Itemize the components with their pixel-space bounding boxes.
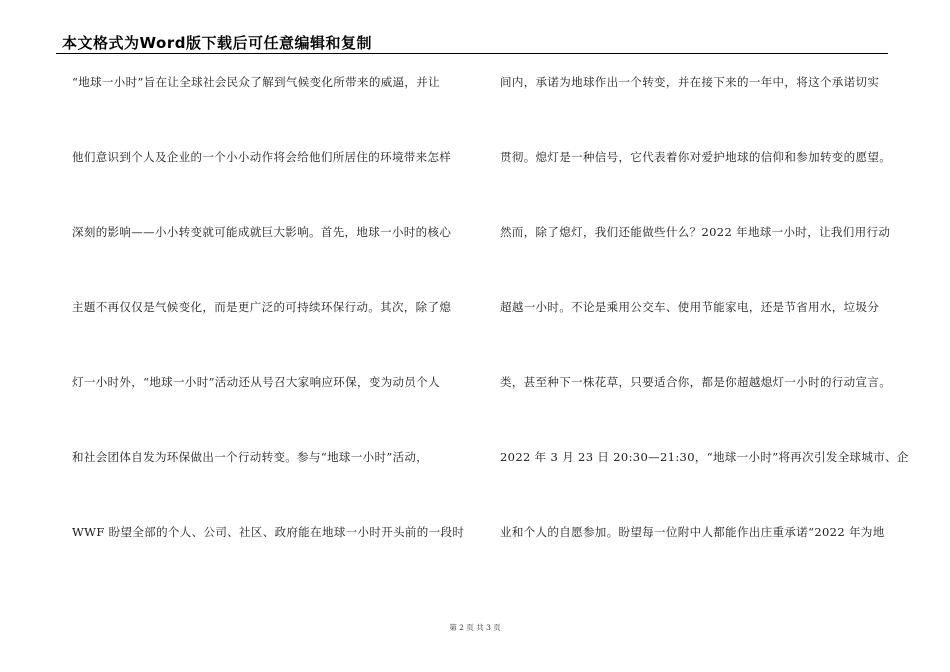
text-line: 灯一小时外，“地球一小时”活动还从号召大家响应环保，变为动员个人 — [72, 375, 440, 389]
document-header-title: 本文格式为Word版下载后可任意编辑和复制 — [62, 34, 372, 52]
text-line: 超越一小时。不论是乘用公交车、使用节能家电，还是节省用水，垃圾分 — [500, 300, 880, 314]
text-line: 然而，除了熄灯，我们还能做些什么？2022 年地球一小时，让我们用行动 — [500, 225, 891, 239]
header-divider — [56, 53, 888, 54]
text-line: 和社会团体自发为环保做出一个行动转变。参与“地球一小时”活动， — [72, 450, 429, 464]
text-line: 深刻的影响——小小转变就可能成就巨大影响。首先，地球一小时的核心 — [72, 225, 452, 239]
text-line: 2022 年 3 月 23 日 20:30—21:30，“地球一小时”将再次引发全球城市、企 — [500, 450, 909, 464]
text-line: 贯彻。熄灯是一种信号，它代表着你对爱护地球的信仰和参加转变的愿望。 — [500, 150, 892, 164]
page-number-footer: 第 2 页 共 3 页 — [449, 623, 501, 632]
text-line: 主题不再仅仅是气候变化，而是更广泛的可持续环保行动。其次，除了熄 — [72, 300, 452, 314]
text-line: 间内，承诺为地球作出一个转变，并在接下来的一年中，将这个承诺切实 — [500, 75, 880, 89]
text-line: 他们意识到个人及企业的一个小小动作将会给他们所居住的环境带来怎样 — [72, 150, 452, 164]
text-line: 业和个人的自愿参加。盼望每一位附中人都能作出庄重承诺“2022 年为地 — [500, 525, 885, 539]
text-line: 类，甚至种下一株花草，只要适合你，都是你超越熄灯一小时的行动宣言。 — [500, 375, 892, 389]
text-line: “地球一小时”旨在让全球社会民众了解到气候变化所带来的威逼，并让 — [72, 75, 440, 89]
text-line: WWF 盼望全部的个人、公司、社区、政府能在地球一小时开头前的一段时 — [72, 525, 465, 539]
